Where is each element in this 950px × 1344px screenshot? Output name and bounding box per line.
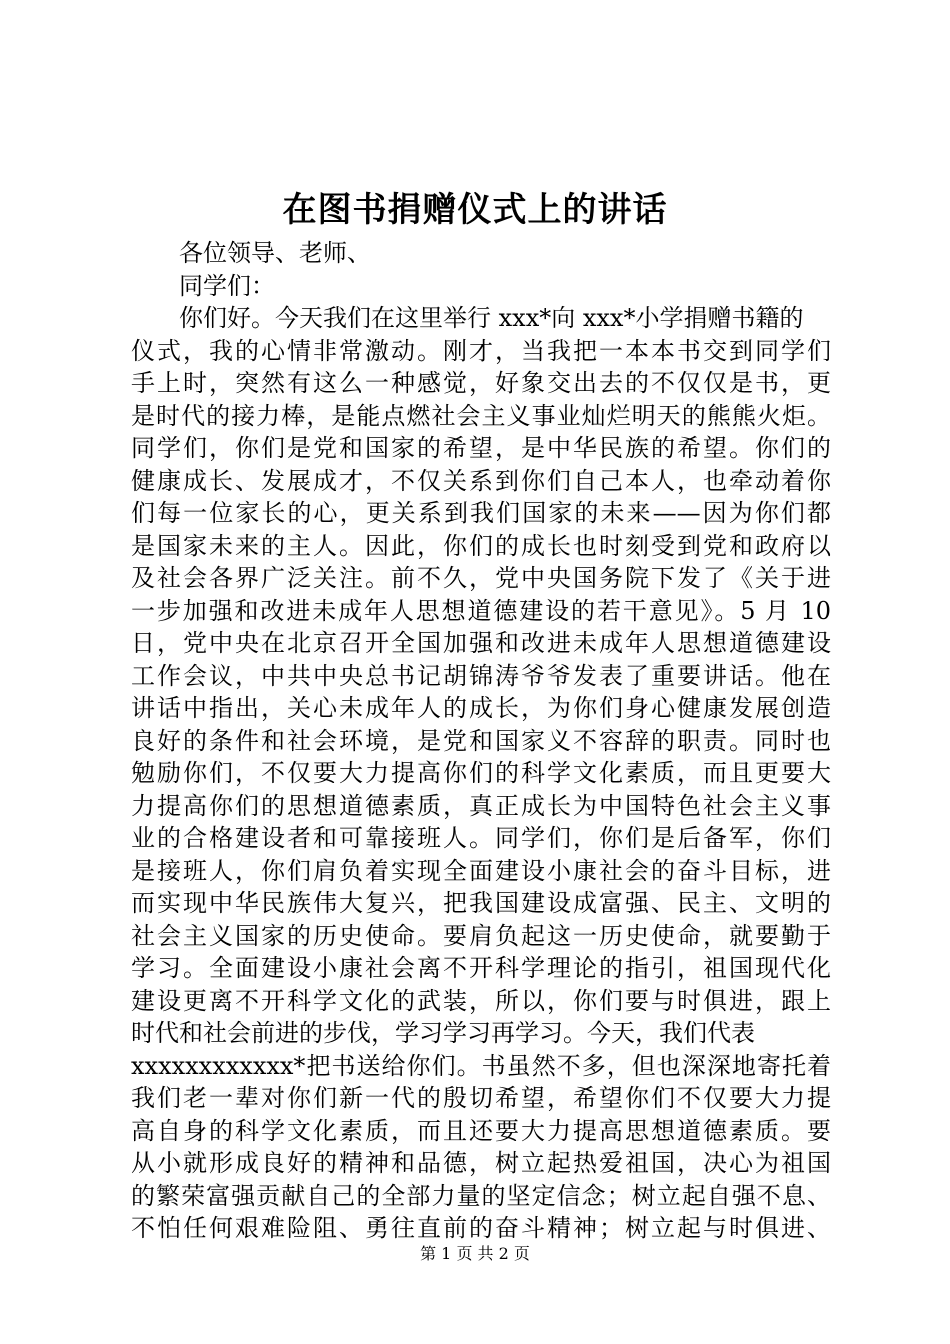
body-line: 一步加强和改进未成年人思想道德建设的若干意见》。5 月 10 [131, 596, 831, 625]
body-line: 社会主义国家的历史使命。要肩负起这一历史使命，就要勤于 [131, 921, 831, 950]
body-line: 是国家未来的主人。因此，你们的成长也时刻受到党和政府以 [131, 531, 831, 560]
body-line: 仪式，我的心情非常激动。刚才，当我把一本本书交到同学们 [131, 336, 831, 365]
body-line: 良好的条件和社会环境，是党和国家义不容辞的职责。同时也 [131, 726, 831, 755]
body-line: 业的合格建设者和可靠接班人。同学们，你们是后备军，你们 [131, 824, 831, 852]
document-title: 在图书捐赠仪式上的讲话 [282, 190, 668, 230]
body-line: 而实现中华民族伟大复兴，把我国建设成富强、民主、文明的 [131, 889, 831, 917]
body-line: 高自身的科学文化素质，而且还要大力提高思想道德素质。要 [131, 1116, 831, 1145]
body-line: 手上时，突然有这么一种感觉，好象交出去的不仅仅是书，更 [131, 369, 831, 397]
body-line: 我们老一辈对你们新一代的殷切希望，希望你们不仅要大力提 [131, 1084, 831, 1112]
body-line: 工作会议，中共中央总书记胡锦涛爷爷发表了重要讲话。他在 [131, 661, 831, 690]
body-line: 时代和社会前进的步伐，学习学习再学习。今天，我们代表 [131, 1019, 755, 1047]
document-body [131, 237, 831, 1245]
body-line: 勉励你们，不仅要大力提高你们的科学文化素质，而且更要大 [131, 759, 831, 787]
body-line: 你们好。今天我们在这里举行 xxx*向 xxx*小学捐赠书籍的 [179, 304, 804, 332]
body-line: xxxxxxxxxxxx*把书送给你们。书虽然不多，但也深深地寄托着 [131, 1051, 831, 1080]
body-line: 健康成长、发展成才，不仅关系到你们自己本人，也牵动着你 [131, 466, 831, 495]
body-line: 是接班人，你们肩负着实现全面建设小康社会的奋斗目标，进 [131, 856, 831, 885]
body-line: 建设更离不开科学文化的武装，所以，你们要与时俱进，跟上 [131, 986, 831, 1015]
body-line: 各位领导、老师、 [179, 239, 371, 267]
body-line: 同学们： [179, 271, 275, 300]
page-number-footer: 第 1 页 共 2 页 [420, 1244, 530, 1263]
body-line: 日，党中央在北京召开全国加强和改进未成年人思想道德建设 [131, 629, 831, 657]
body-line: 讲话中指出，关心未成年人的成长，为你们身心健康发展创造 [131, 694, 831, 722]
body-line: 同学们，你们是党和国家的希望，是中华民族的希望。你们的 [131, 434, 831, 462]
body-line: 是时代的接力棒，是能点燃社会主义事业灿烂明天的熊熊火炬。 [131, 401, 831, 430]
body-line: 学习。全面建设小康社会离不开科学理论的指引，祖国现代化 [131, 954, 831, 982]
body-line: 及社会各界广泛关注。前不久，党中央国务院下发了《关于进 [131, 564, 831, 592]
body-line: 不怕任何艰难险阻、勇往直前的奋斗精神；树立起与时俱进、 [131, 1214, 831, 1242]
body-line: 的繁荣富强贡献自己的全部力量的坚定信念；树立起自强不息、 [131, 1181, 831, 1210]
body-line: 力提高你们的思想道德素质，真正成长为中国特色社会主义事 [131, 791, 831, 820]
body-line: 从小就形成良好的精神和品德，树立起热爱祖国，决心为祖国 [131, 1149, 831, 1177]
body-line: 们每一位家长的心，更关系到我们国家的未来——因为你们都 [131, 499, 831, 527]
